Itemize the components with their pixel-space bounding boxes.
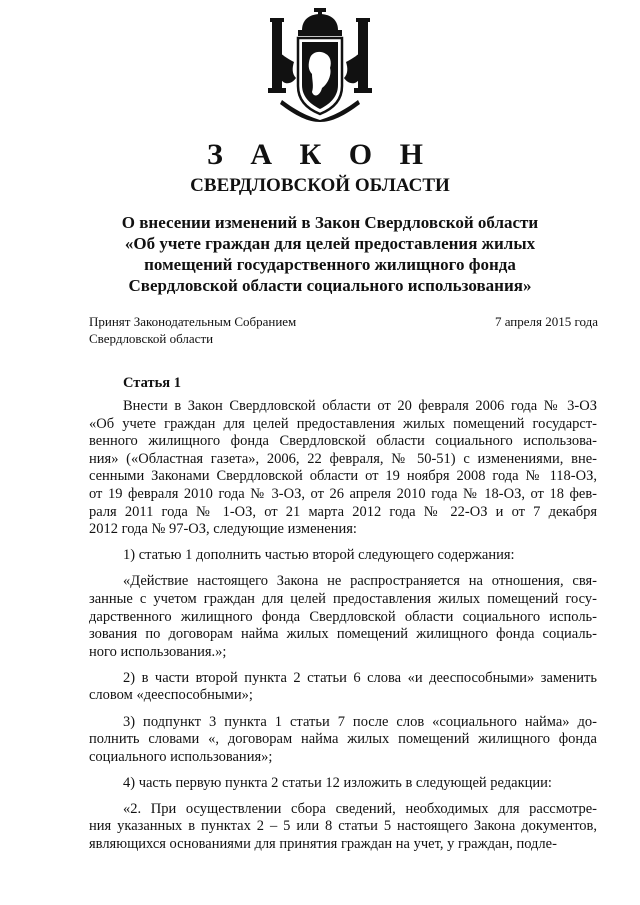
paragraph-line: сенными Законами Свердловской области от 19 ноября 2008 года № 118-ОЗ, bbox=[89, 468, 597, 485]
paragraph-line: дарственного жилищного фонда Свердловской области социального исполь- bbox=[89, 608, 597, 625]
heading-line: Свердловской области социального использования» bbox=[128, 276, 532, 295]
coat-of-arms-emblem bbox=[262, 8, 378, 122]
paragraph-line: являющихся основаниями для принятия граждан на учет, у граждан, подле- bbox=[89, 836, 557, 853]
article-paragraph bbox=[89, 670, 597, 705]
heading-line: «Об учете граждан для целей предоставления жилых bbox=[124, 234, 536, 253]
paragraph-line: 3) подпункт 3 пункта 1 статьи 7 после слов «социального найма» до- bbox=[123, 713, 597, 730]
paragraph-line: 4) часть первую пункта 2 статьи 12 изложить в следующей редакции: bbox=[123, 774, 552, 791]
paragraph-line: зования по договорам найма жилых помещений жилищного фонда социаль- bbox=[89, 626, 597, 643]
paragraph-line: социального использования»; bbox=[89, 748, 273, 765]
paragraph-line: ния указанных в пунктах 2 – 5 или 8 статьи 5 настоящего Закона документов, bbox=[89, 818, 597, 835]
paragraph-line: 2) в части второй пункта 2 статьи 6 слова «и дееспособными» заменить bbox=[123, 669, 597, 686]
paragraph-line: от 19 февраля 2010 года № 3-ОЗ, от 26 апреля 2010 года № 18-ОЗ, от 18 фев- bbox=[89, 485, 597, 502]
paragraph-line: венного жилищного фонда Свердловской области социального использова- bbox=[89, 433, 597, 450]
paragraph-line: «Действие настоящего Закона не распространяется на отношения, свя- bbox=[123, 573, 597, 590]
article-heading: Статья 1 bbox=[123, 375, 181, 391]
paragraph-line: словом «дееспособными»; bbox=[89, 687, 253, 704]
law-heading bbox=[60, 212, 600, 296]
article-paragraph bbox=[89, 775, 597, 793]
paragraph-line: 1) статью 1 дополнить частью второй следующего содержания: bbox=[123, 547, 515, 564]
heading-line: О внесении изменений в Закон Свердловской области bbox=[121, 213, 539, 232]
paragraph-line: 2012 года № 97-ОЗ, следующие изменения: bbox=[89, 521, 357, 538]
article-paragraph bbox=[89, 547, 597, 565]
article-paragraph bbox=[89, 801, 597, 854]
paragraph-line: «Об учете граждан для целей предоставления жилых помещений государст- bbox=[89, 415, 597, 432]
paragraph-line: занные с учетом граждан для целей предоставления жилых помещений госу- bbox=[89, 590, 597, 607]
adoption-line: Свердловской области bbox=[89, 331, 214, 346]
adoption-note bbox=[89, 313, 296, 347]
paragraph-line: «2. При осуществлении сбора сведений, необходимых для рассмотре- bbox=[123, 800, 597, 817]
article-body bbox=[89, 398, 597, 862]
adoption-date: 7 апреля 2015 года bbox=[494, 314, 598, 329]
paragraph-line: ния» («Областная газета», 2006, 22 февраля, № 50-51) с изменениями, вне- bbox=[89, 450, 597, 467]
law-title: З А К О Н bbox=[207, 138, 433, 171]
article-paragraph bbox=[89, 398, 597, 539]
adoption-line: Принят Законодательным Собранием bbox=[89, 314, 297, 329]
article-paragraph bbox=[89, 573, 597, 661]
paragraph-line: полнить словами «, договорам найма жилых помещений жилищного фонда bbox=[89, 731, 597, 748]
article-paragraph bbox=[89, 714, 597, 767]
paragraph-line: Внести в Закон Свердловской области от 20 февраля 2006 года № 3-ОЗ bbox=[123, 398, 597, 414]
region-name: СВЕРДЛОВСКОЙ ОБЛАСТИ bbox=[190, 175, 450, 196]
paragraph-line: ного использования.»; bbox=[89, 643, 227, 660]
paragraph-line: раля 2011 года № 1-ОЗ, от 21 марта 2012 года № 22-ОЗ и от 7 декабря bbox=[89, 503, 597, 520]
heading-line: помещений государственного жилищного фонда bbox=[144, 255, 516, 274]
